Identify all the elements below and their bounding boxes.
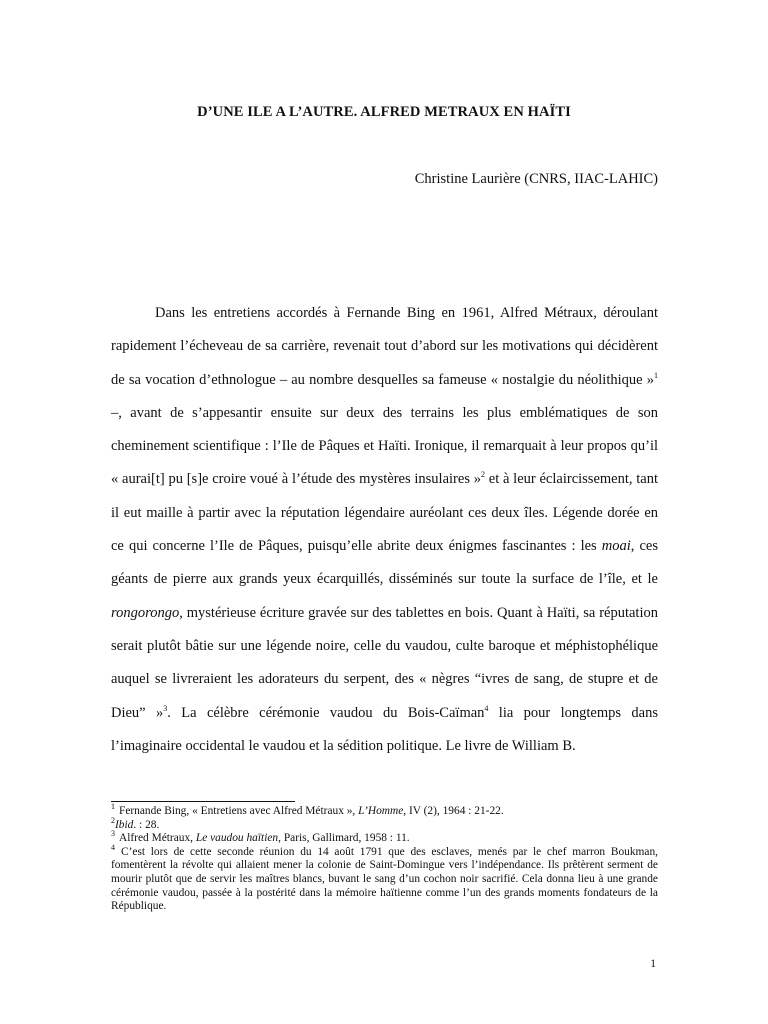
footnote-3 [111,829,658,846]
footnote-text: C’est lors de cette seconde réunion du 14 août 1791 que des esclaves, menés par le chef marron Boukman, fomentèrent la révolte qui allaient mener la colonie de Saint-Domingue vers l’indépendance. Ils prêtèrent serment de mourir plutôt que de servir les maîtres blancs, buvant le sang d’un cochon noir sacrifié. Cela donna lieu à une grande cérémonie vaudou, passée à la postérité dans la mémoire haïtienne comme l’un des grands moments fondateurs de la République. [111,845,658,913]
footnote-number: 4 [111,842,115,852]
term-moai: moai [601,538,631,555]
footnote-text: , Paris, Gallimard, 1958 : 11. [278,832,410,845]
footnote-2 [111,815,658,833]
footnote-number: 1 [111,802,115,812]
footnote-text: Alfred Métraux, [119,832,196,845]
body-segment-6: . La célèbre cérémonie vaudou du Bois-Caïman [167,704,485,721]
body-paragraph [111,297,658,763]
footnote-ref-4: 4 [484,703,489,713]
body-segment-2: –, avant de s’appesantir ensuite sur deux des terrains les plus emblématiques de son cheminement scientifique : l’Ile de Pâques et Haïti. Ironique, il remarquait à leur propos qu’il « aurai[t] pu [s]e croire voué à l’étude des mystères insulaires » [111,404,658,488]
body-segment-1: Dans les entretiens accordés à Fernande Bing en 1961, Alfred Métraux, déroulant rapidement l’écheveau de sa carrière, revenait tout d’abord sur les motivations qui décidèrent de sa vocation d’ethnologue – au nombre desquelles sa fameuse « nostalgie du néolithique » [111,305,658,388]
body-segment-4: , ces géants de pierre aux grands yeux écarquillés, disséminés sur toute la surface de l’île, et le [111,538,658,588]
footnote-ref-2: 2 [480,470,485,480]
footnote-ref-1: 1 [654,370,658,380]
body-text [111,297,658,763]
footnote-separator [111,801,295,802]
footnote-number: 3 [111,829,115,839]
document-title: D’UNE ILE A L’AUTRE. ALFRED METRAUX EN HAÏTI [197,104,571,120]
author-line: Christine Laurière (CNRS, IIAC-LAHIC) [414,171,658,187]
body-segment-5: , mystérieuse écriture gravée sur des tablettes en bois. Quant à Haïti, sa réputation serait plutôt bâtie sur une légende noire, celle du vaudou, culte baroque et méphistophélique auquel se livreraient les adorateurs du serpent, des « nègres “ivres de sang, de stupre et de Dieu” » [111,604,658,721]
footnote-ref-3: 3 [163,703,168,713]
term-rongorongo: rongorongo [111,604,180,621]
footnote-text: . : 28. [133,818,160,831]
footnote-text: Fernande Bing, « Entretiens avec Alfred Métraux », [119,805,359,817]
footnote-1 [111,802,658,819]
footnote-italic: Le vaudou haïtien [195,832,279,845]
body-segment-7: lia pour longtemps dans l’imaginaire occidental le vaudou et la sédition politique. Le livre de William B. [111,704,658,754]
footnote-italic: Ibid [115,818,134,831]
footnote-number: 2 [111,815,115,825]
footnote-text: , IV (2), 1964 : 21-22. [403,805,504,817]
page-number: 1 [650,958,656,970]
footnote-italic: L’Homme [358,805,404,817]
body-segment-3: et à leur éclaircissement, tant il eut maille à partir avec la réputation légendaire auréolant ces deux îles. Légende dorée en ce qui concerne l’Ile de Pâques, puisqu’elle abrite deux énigmes fascinantes : les [111,471,659,555]
footnotes [111,802,658,914]
footnote-4 [111,842,658,914]
